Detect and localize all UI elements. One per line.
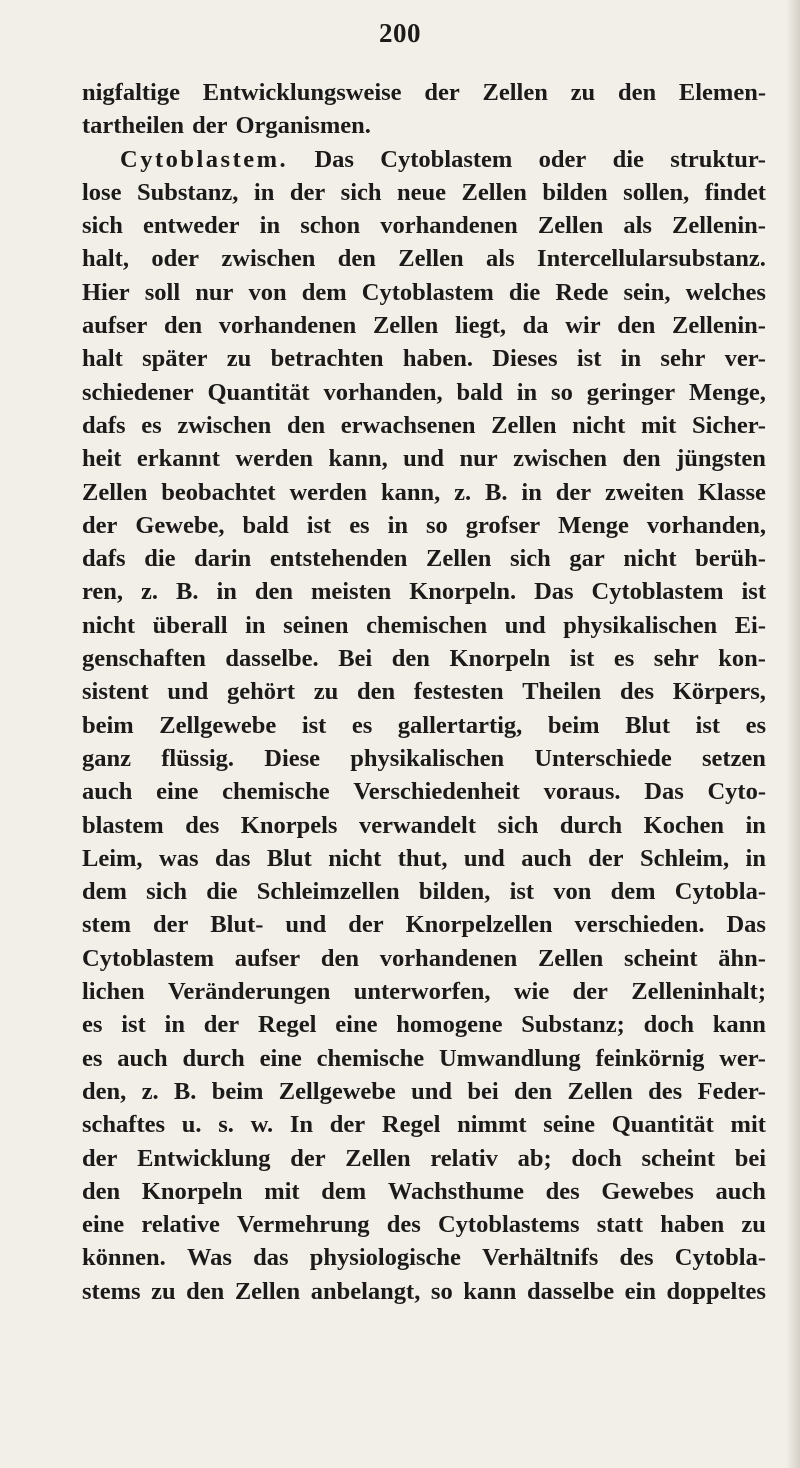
text-line: lichen Veränderungen unterworfen, wie der Zelleninhalt; bbox=[82, 978, 766, 1006]
text-line: es auch durch eine chemische Umwandlung feinkörnig wer- bbox=[82, 1044, 766, 1072]
text-line: Leim, was das Blut nicht thut, und auch der Schleim, in bbox=[82, 844, 766, 872]
text-line: genschaften dasselbe. Bei den Knorpeln ist es sehr kon- bbox=[82, 645, 766, 673]
text-line: eine relative Vermehrung des Cytoblastems statt haben zu bbox=[82, 1211, 766, 1239]
text-line: aufser den vorhandenen Zellen liegt, da wir den Zellenin- bbox=[82, 312, 766, 340]
text-line: den Knorpeln mit dem Wachsthume des Gewebes auch bbox=[82, 1177, 766, 1205]
text-line: können. Was das physiologische Verhältnifs des Cytobla- bbox=[82, 1244, 766, 1272]
text-line: ren, z. B. in den meisten Knorpeln. Das Cytoblastem ist bbox=[82, 578, 766, 606]
text-line: schaftes u. s. w. In der Regel nimmt seine Quantität mit bbox=[82, 1111, 766, 1139]
text-line: nigfaltige Entwicklungsweise der Zellen zu den Elemen- bbox=[82, 79, 766, 106]
text-line: sistent und gehört zu den festesten Theilen des Körpers, bbox=[82, 678, 766, 706]
text-line: ganz flüssig. Diese physikalischen Unterschiede setzen bbox=[82, 744, 766, 772]
text-line: dafs es zwischen den erwachsenen Zellen nicht mit Sicher- bbox=[82, 411, 766, 439]
text-line: Cytoblastem aufser den vorhandenen Zellen scheint ähn- bbox=[82, 944, 766, 972]
text-line: halt, oder zwischen den Zellen als Intercellularsubstanz. bbox=[82, 245, 766, 273]
text-line: stems zu den Zellen anbelangt, so kann dasselbe ein doppeltes bbox=[82, 1277, 766, 1305]
section-term: Cytoblastem. bbox=[120, 145, 289, 173]
text-line: heit erkannt werden kann, und nur zwischen den jüngsten bbox=[82, 445, 766, 473]
text-line: halt später zu betrachten haben. Dieses ist in sehr ver- bbox=[82, 345, 766, 373]
text-line: Cytoblastem. Das Cytoblastem oder die struktur- bbox=[82, 143, 766, 176]
text-line: nicht überall in seinen chemischen und physikalischen Ei- bbox=[82, 611, 766, 639]
page-edge-shadow bbox=[786, 0, 800, 1468]
text-line: lose Substanz, in der sich neue Zellen bilden sollen, findet bbox=[82, 178, 766, 206]
text-line: den, z. B. beim Zellgewebe und bei den Zellen des Feder- bbox=[82, 1077, 766, 1105]
text-line: blastem des Knorpels verwandelt sich durch Kochen in bbox=[82, 811, 766, 839]
text-line: sich entweder in schon vorhandenen Zellen als Zellenin- bbox=[82, 212, 766, 240]
text-line: dafs die darin entstehenden Zellen sich gar nicht berüh- bbox=[82, 545, 766, 573]
text-line: der Gewebe, bald ist es in so grofser Menge vorhanden, bbox=[82, 511, 766, 539]
text-line: beim Zellgewebe ist es gallertartig, beim Blut ist es bbox=[82, 711, 766, 739]
text-line: Zellen beobachtet werden kann, z. B. in der zweiten Klasse bbox=[82, 478, 766, 506]
page-number: 200 bbox=[379, 18, 421, 48]
text-line: es ist in der Regel eine homogene Substanz; doch kann bbox=[82, 1011, 766, 1039]
text-line: stem der Blut- und der Knorpelzellen verschieden. Das bbox=[82, 911, 766, 939]
text-line: Hier soll nur von dem Cytoblastem die Rede sein, welches bbox=[82, 278, 766, 306]
body-text bbox=[82, 76, 766, 1308]
text-line: tartheilen der Organismen. bbox=[82, 112, 371, 140]
text-line: auch eine chemische Verschiedenheit voraus. Das Cyto- bbox=[82, 778, 766, 806]
text-line: dem sich die Schleimzellen bilden, ist von dem Cytobla- bbox=[82, 878, 766, 906]
text-line: schiedener Quantität vorhanden, bald in so geringer Menge, bbox=[82, 378, 766, 406]
text-line: der Entwicklung der Zellen relativ ab; doch scheint bei bbox=[82, 1144, 766, 1172]
